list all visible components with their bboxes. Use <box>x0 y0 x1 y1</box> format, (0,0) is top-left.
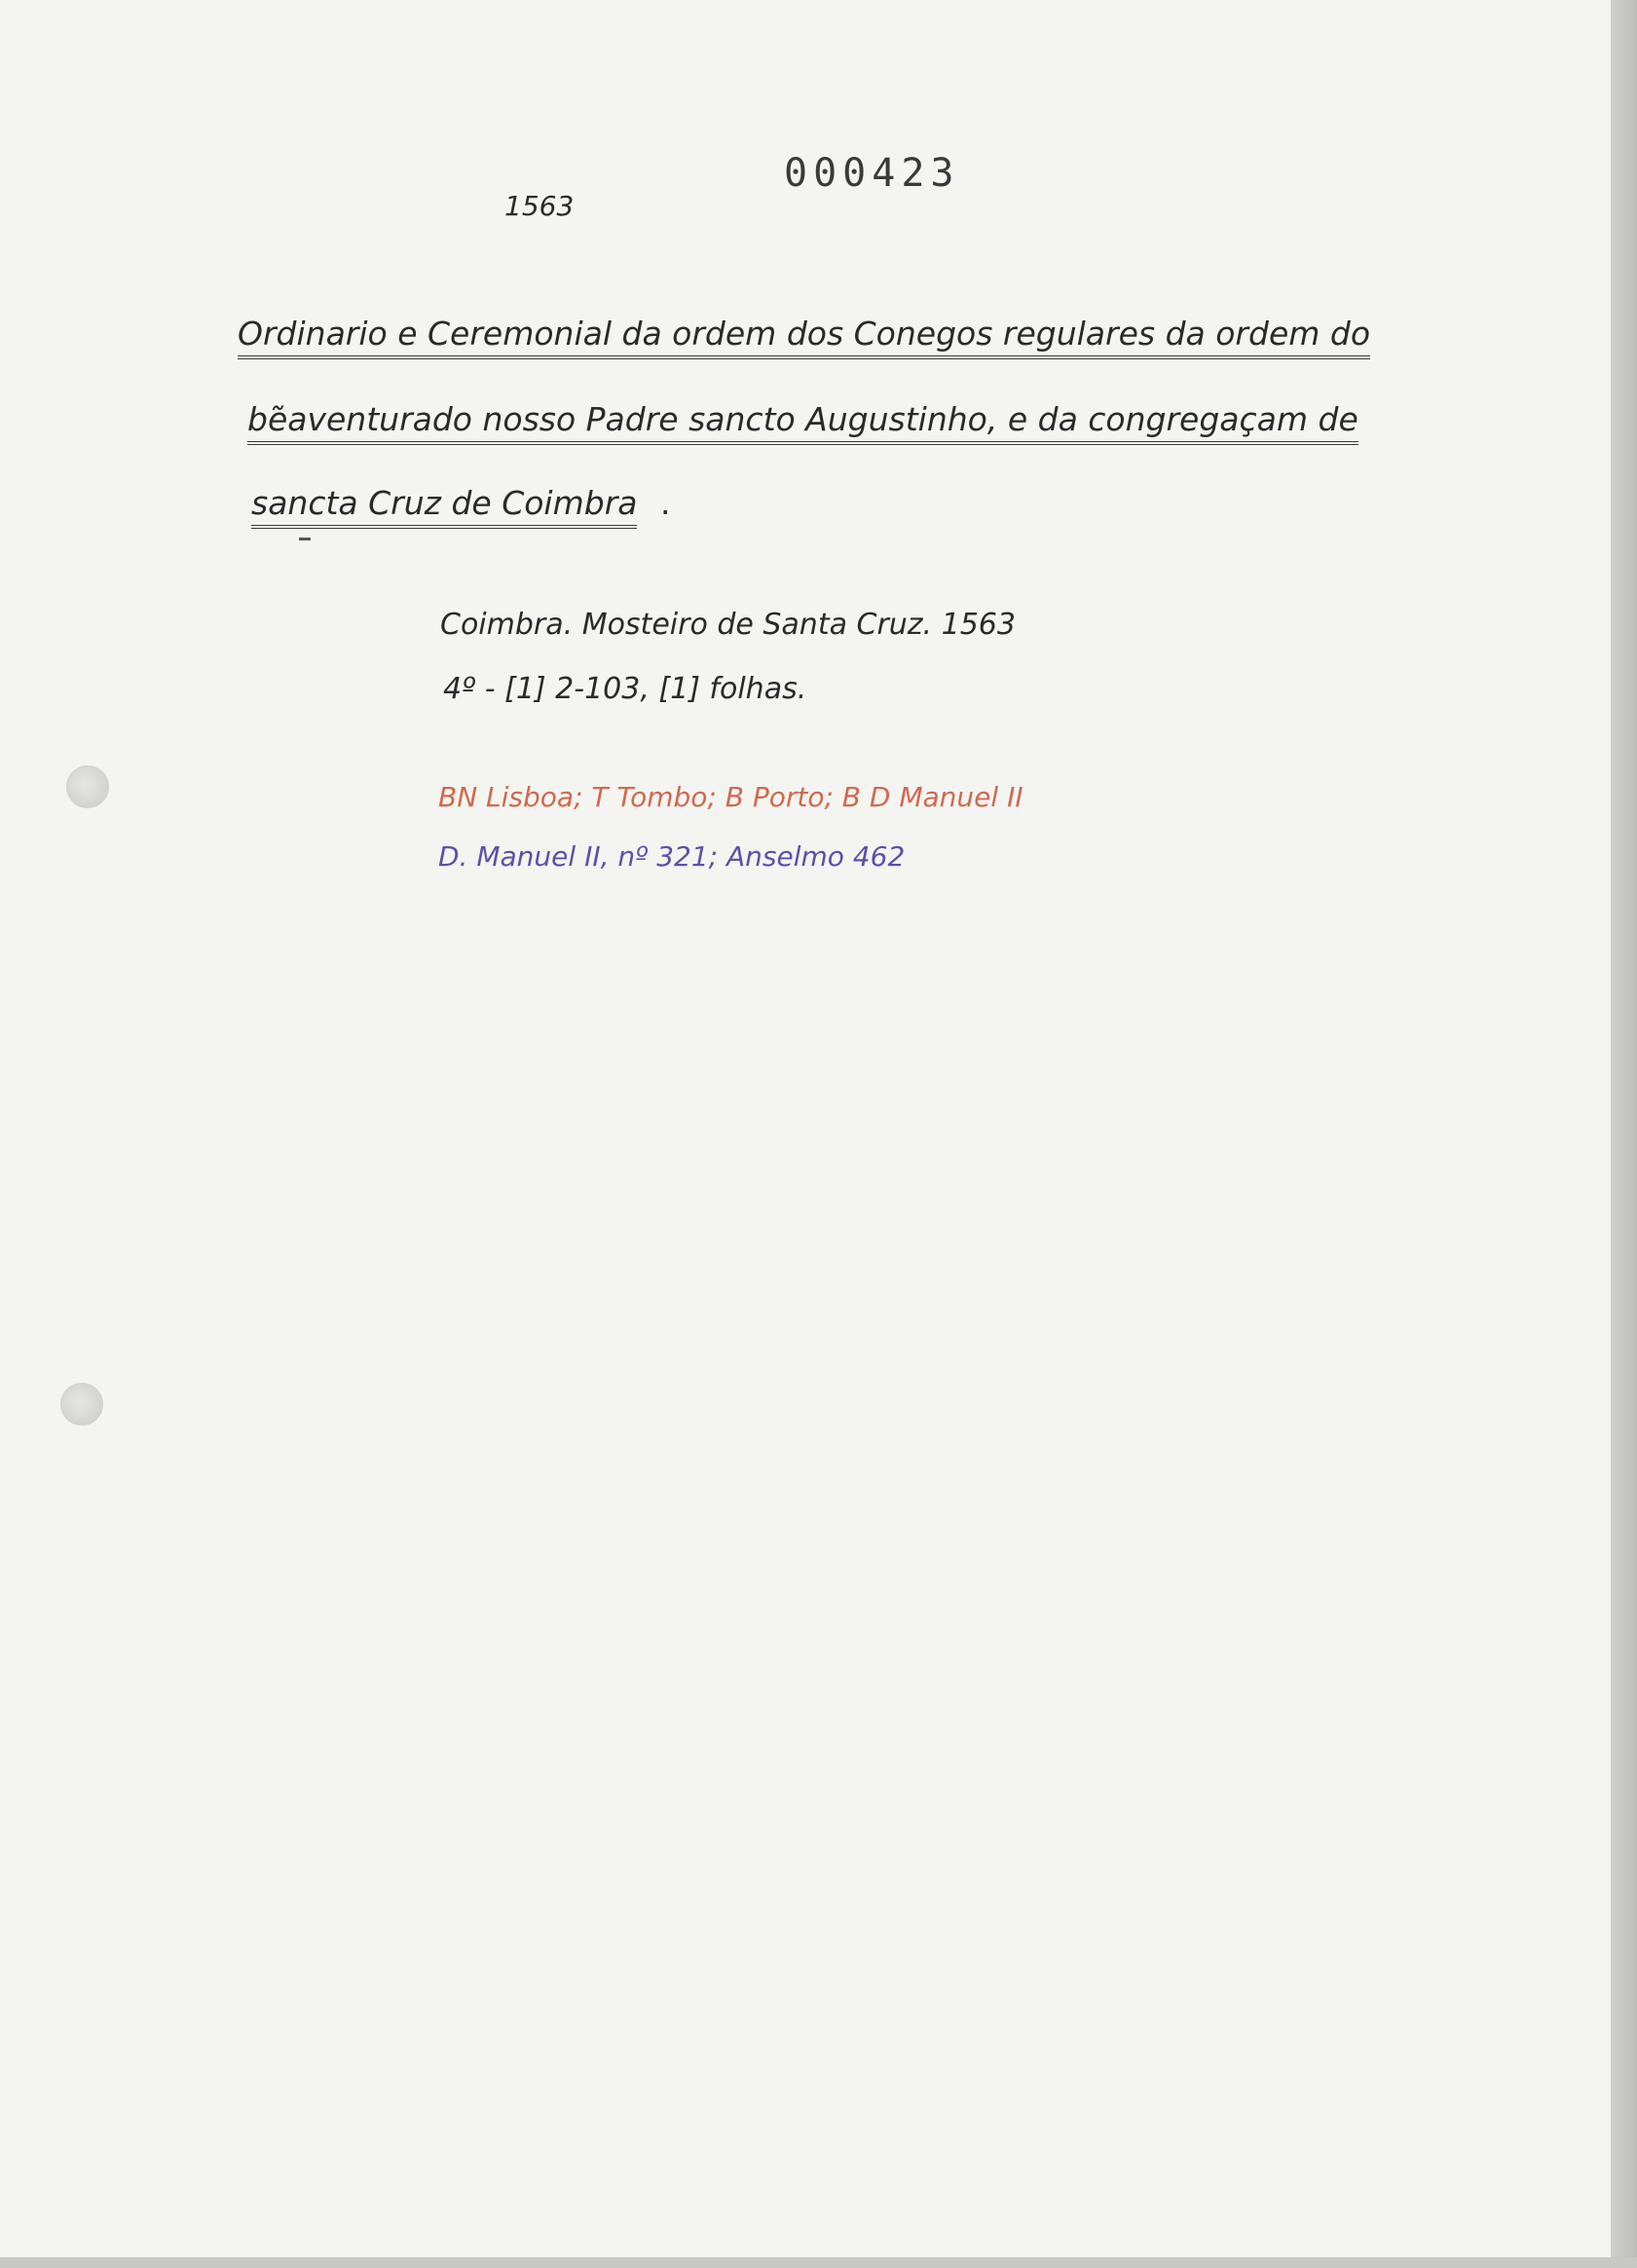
title-line-3: sancta Cruz de Coimbra <box>251 484 637 529</box>
imprint-line: Coimbra. Mosteiro de Santa Cruz. 1563 <box>440 608 1016 642</box>
punch-hole-bottom <box>60 1383 103 1426</box>
title-line-1: Ordinario e Ceremonial da ordem dos Conegos regulares da ordem do <box>238 315 1370 359</box>
punch-hole-top <box>66 765 109 808</box>
header-year: 1563 <box>504 190 575 222</box>
scan-edge-bottom <box>0 2257 1637 2268</box>
title-line-2: bẽaventurado nosso Padre sancto Augustinho, e da congregaçam de <box>247 400 1358 445</box>
title-end-period: . <box>660 484 671 522</box>
references-line: D. Manuel II, nº 321; Anselmo 462 <box>438 840 906 873</box>
scan-edge-right <box>1611 0 1637 2268</box>
collation-line: 4º - [1] 2-103, [1] folhas. <box>443 672 807 706</box>
margin-tick <box>299 538 311 540</box>
inventory-stamp-number: 000423 <box>784 151 960 196</box>
holdings-line: BN Lisboa; T Tombo; B Porto; B D Manuel II <box>438 781 1023 813</box>
